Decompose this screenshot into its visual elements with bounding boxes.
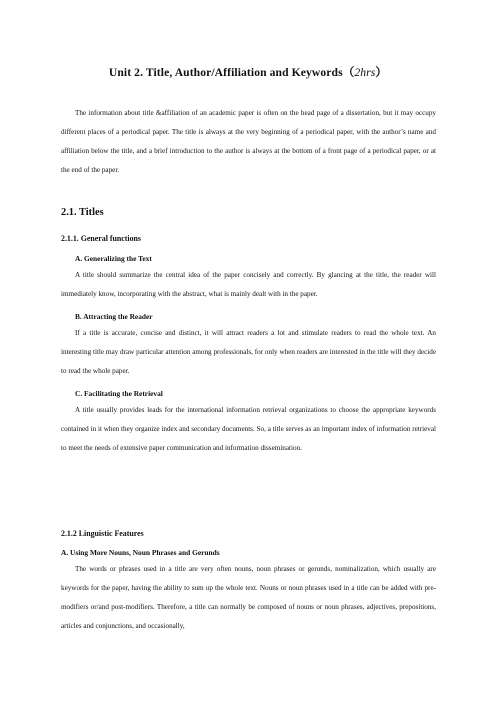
- unit-title: [0, 64, 496, 80]
- function-c-heading: C. Facilitating the Retrieval: [75, 389, 163, 398]
- unit-title-text: Unit 2. Title, Author/Affiliation and Keywords（: [108, 66, 355, 79]
- function-a-heading: A. Generalizing the Text: [75, 254, 152, 263]
- function-b-paragraph: If a title is accurate, concise and distinct, it will attract readers a lot and stimulate readers to read the whole text. An interesting title may draw particular attention among professionals, for only when readers are interested in the title will they decide to read the whole paper.: [61, 329, 436, 376]
- subsection-heading-general-functions: 2.1.1. General functions: [61, 234, 142, 243]
- intro-paragraph: The information about title &affiliation of an academic paper is often on the head page of a dissertation, but it may occupy different places of a periodical paper. The title is always at the very beginning of a periodical paper, with the author’s name and affiliation below the title, and a brief introduction to the author is always at the bottom of a front page of a periodical paper, or at the end of the paper.: [61, 109, 436, 175]
- function-a-paragraph: A title should summarize the central idea of the paper concisely and correctly. By glancing at the title, the reader will immediately know, incorporating with the abstract, what is mainly dealt with in the paper.: [61, 271, 436, 299]
- section-heading-titles: 2.1. Titles: [61, 207, 104, 218]
- unit-title-hours: 2hrs: [354, 66, 376, 79]
- subsection-heading-linguistic-features: 2.1.2 Linguistic Features: [61, 529, 144, 538]
- function-b-heading: B. Attracting the Reader: [75, 312, 153, 321]
- unit-title-close: ）: [375, 66, 388, 79]
- linguistic-a-paragraph: The words or phrases used in a title are very often nouns, noun phrases or gerunds, nominalization, which usually are keywords for the paper, having the ability to sum up the whole text. Nouns or noun phrases used in a title can be added with pre-modifiers or/and post-modifiers. Therefore, a title can normally be composed of nouns or noun phrases, adjectives, prepositions, articles and conjunctions, and occasionally,: [61, 565, 436, 631]
- linguistic-a-heading: A. Using More Nouns, Noun Phrases and Gerunds: [61, 548, 220, 557]
- function-c-paragraph: A title usually provides leads for the international information retrieval organizations to choose the appropriate keywords contained in it when they organize index and secondary documents. So, a title serves as an important index of information retrieval to meet the needs of extensive paper communication and information dissemination.: [61, 406, 436, 453]
